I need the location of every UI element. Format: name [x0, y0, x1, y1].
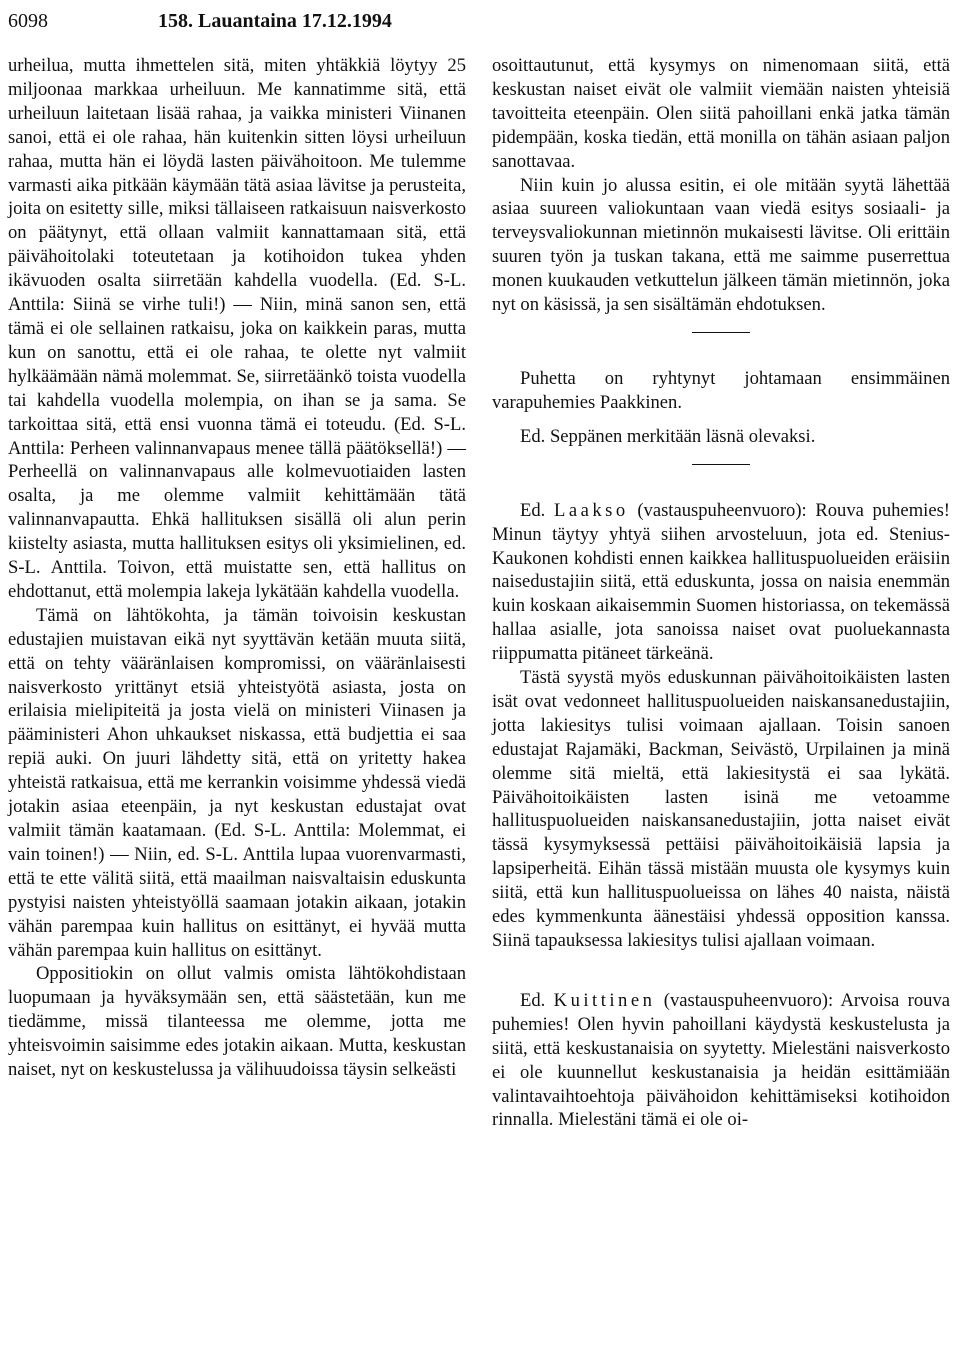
session-title: 158. Lauantaina 17.12.1994: [158, 10, 392, 32]
speech-text: Arvoisa rouva puhemies! Olen hyvin pahoillani käydystä keskustelusta ja siitä, että keskustanaisia on syytetty. Mielestäni naisverkosto ei ole kuunnellut keskustanaisia ja heidän esittämiään valintavaihtoehtoja päivähoidon kehittämiseksi kotihoidon rinnalla. Mielestäni tämä ei ole oi-: [492, 989, 950, 1131]
speaker-prefix: Ed.: [520, 989, 554, 1011]
paragraph: Oppositiokin on ollut valmis omista lähtökohdistaan luopumaan ja hyväksymään sen, että säästetään, kun me tiedämme, missä tilanteessa me olemme, jotta me yhteisvoimin saisimme edes jotakin aikaan. Mutta, keskustan naiset, nyt on keskustelussa ja välihuudoissa täysin selkeästi: [8, 963, 466, 1081]
speech-kuittinen: [492, 989, 950, 1132]
page-header: [8, 6, 950, 36]
section-divider: [692, 464, 750, 465]
speaker-name: Kuittinen: [553, 989, 656, 1011]
speaker-name: Laakso: [553, 499, 629, 521]
presence-note: Ed. Seppänen merkitään läsnä olevaksi.: [520, 425, 816, 447]
speaker-role: (vastauspuheenvuoro):: [655, 989, 841, 1011]
section-divider: [692, 332, 750, 333]
page-number: 6098: [8, 10, 48, 32]
speaker-role: (vastauspuheenvuoro):: [628, 499, 816, 521]
paragraph: Tämä on lähtökohta, ja tämän toivoisin keskustan edustajien muistavan eikä nyt syyttävän ketään muuta siitä, että on tehty vääränlaisen kompromissi, on vääränlaisesti naisverkosto yrittänyt etsiä yhteistyötä asiasta, josta on erilaisia mielipiteitä ja josta vielä on ministeri Viinasen ja pääministeri Ahon uhkaukset niskassa, että budjettia ei saa repiä auki. On juuri lähdetty sitä, että on yritetty hakea yhteistä ratkaisua, että me kerrankin voisimme yhdessä viedä jotakin asiaa eteenpäin, ja nyt keskustan edustajat ovat valmiit tämän kaatamaan. (Ed. S-L. Anttila: Molemmat, ei vain toinen!) — Niin, ed. S-L. Anttila lupaa vuorenvarmasti, että te ette välitä siitä, että maailman naisvaltaisin eduskunta pystyisi naisten yhteistyöllä saamaan jotakin aikaan, jotakin vähän parempaa kuin hallitus on esittänyt, ei hyvää mutta vähän parempaa kuin hallitus on esittänyt.: [8, 604, 466, 961]
paragraph: Niin kuin jo alussa esitin, ei ole mitään syytä lähettää asiaa suureen valiokuntaan vaan viedä esitys sosiaali- ja terveysvaliokunnan mietinnön mukaisesti lävitse. Oli erittäin suuren työn ja tuskan takana, että me saimme puserrettua monen kuukauden vetkuttelun jälkeen tämän mietinnön, joka nyt on käsissä, ja sen sisältämän ehdotuksen.: [492, 174, 950, 316]
text-columns: [8, 54, 950, 1132]
speech-text: Rouva puhemies! Minun täytyy yhtyä siihen arvosteluun, jota ed. Stenius-Kaukonen kohdisti ennen kaikkea hallituspuolueiden eräisiin naisedustajiin siitä, että eduskunta, jossa on naisia enemmän kuin koskaan aikaisemmin Suomen historiassa, on tekemässä hallaa asialle, jota sanoissa naiset ovat puoluekannasta riippumatta pitäneet tärkeänä.: [492, 499, 950, 665]
paragraph: Tästä syystä myös eduskunnan päivähoitoikäisten lasten isät ovat vedonneet hallituspuolueiden naiskansanedustajiin, jotta lakiesitys tulisi voimaan ajallaan. Toisin sanoen edustajat Rajamäki, Backman, Seivästö, Urpilainen ja minä olemme sitä mieltä, että lakiesitystä ei saa lykätä. Päivähoitoikäisten lasten isinä me vetoamme hallituspuolueiden naiskansanedustajiin, jotta naiset eivät tässä kysymyksessä pettäisi päivähoitoikäisiä lapsia ja lapsiperheitä. Eihän tässä mistään muusta ole kysymys kuin siitä, että kun hallituspuolueissa on lähes 40 naista, näistä edes kymmenkunta äänestäisi yhdessä opposition kanssa. Siinä tapauksessa lakiesitys tulisi ajallaan voimaan.: [492, 667, 950, 951]
paragraph: urheilua, mutta ihmettelen sitä, miten yhtäkkiä löytyy 25 miljoonaa markkaa urheiluun. Me kannatimme sitä, että urheiluun laitetaan lisää rahaa, ja vaikka ministeri Viinanen sanoi, että ei ole rahaa, hän kuitenkin sitten löysi urheiluun rahaa, mutta hän ei löydä lasten päivähoitoon. Me tulemme varmasti aika pitkään käymään tätä asiaa lävitse ja perusteita, joita on esitetty sille, miksi tällaiseen ratkaisuun naisverkosto on päätynyt, että ollaan valmiit kannattamaan sitä, että päivähoitolaki toteutetaan ja kotihoidon tukea yhden ikävuoden osalta siirretään kahdella vuodella. (Ed. S-L. Anttila: Siinä se virhe tuli!) — Niin, minä sanon sen, että tämä ei ole sellainen ratkaisu, joka on kaikkein paras, mutta kun on sanottu, että ei ole rahaa, te olette nyt valmiit hylkäämään nämä molemmat. Se, siirretäänkö toista vuodella tai kahdella vuodella molempia, on ihan se ja sama. Se tarkoittaa sitä, että ensi vuonna tämä ei toteudu. (Ed. S-L. Anttila: Perheen valinnanvapaus menee tällä päätöksellä!) — Perheellä on valinnanvapaus alle kolmevuotiaiden lasten osalta, ja me olemme valmiit kehittämään tätä valinnanvapautta. Ehkä hallituksen sisällä oli alun perin kiistelty asiasta, mutta hallituksen esitys oli yksimielinen, ed. S-L. Anttila. Toivon, että muistatte sen, että hallitus on ehdottanut, että molempia lakeja lykätään kahdella vuodella.: [8, 55, 466, 602]
chair-change-note: Puhetta on ryhtynyt johtamaan ensimmäinen varapuhemies Paakkinen.: [492, 367, 950, 413]
left-column: [8, 54, 466, 1132]
paragraph: osoittautunut, että kysymys on nimenomaan siitä, että keskustan naiset eivät ole valmiit viemään naisten yhteisiä tavoitteita eteenpäin. Olen siitä pahoillani enkä jatka tämän pidempään, koska tiedän, että monilla on tähän asiaan paljon sanottavaa.: [492, 55, 950, 172]
speech-laakso: [492, 499, 950, 666]
right-column: [492, 54, 950, 1132]
speaker-prefix: Ed.: [520, 499, 554, 521]
